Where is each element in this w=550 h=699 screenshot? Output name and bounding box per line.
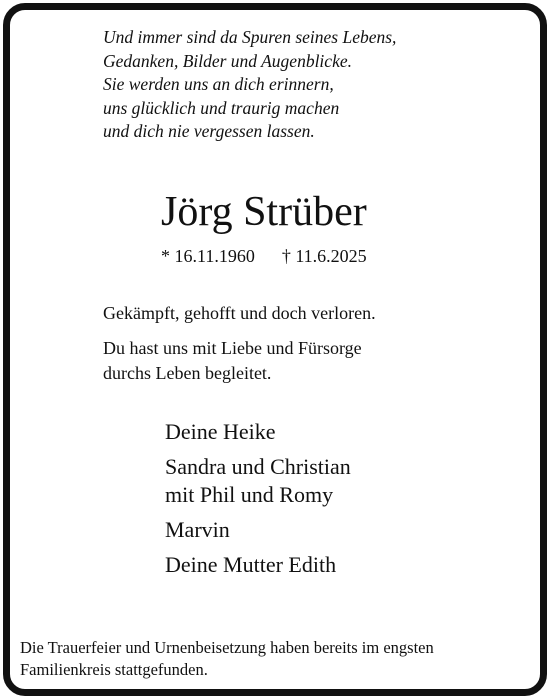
death-date: † 11.6.2025: [281, 246, 367, 266]
message-line: durchs Leben begleitet.: [103, 363, 272, 383]
message-paragraph: [103, 336, 362, 386]
notice-line: Familienkreis stattgefunden.: [20, 660, 208, 679]
mourner-name: mit Phil und Romy: [165, 482, 334, 507]
poem: [103, 26, 396, 144]
mourner-name: Sandra und Christian: [165, 454, 351, 479]
funeral-notice: [20, 637, 434, 681]
mourner-name: Deine Mutter Edith: [165, 552, 337, 577]
deceased-name: Jörg Strüber: [161, 189, 367, 235]
poem-line: Gedanken, Bilder und Augenblicke.: [103, 50, 352, 71]
mourners-list: [165, 418, 351, 586]
mourner-entry: [165, 453, 351, 509]
mourner-entry: [165, 516, 351, 544]
life-dates: [161, 244, 367, 268]
birth-date: * 16.11.1960: [161, 246, 255, 266]
mourner-name: Marvin: [165, 517, 230, 542]
poem-line: und dich nie vergessen lassen.: [103, 121, 315, 141]
mourner-name: Deine Heike: [165, 419, 276, 444]
poem-line: uns glücklich und traurig machen: [103, 97, 340, 118]
message-line: Gekämpft, gehofft und doch verloren.: [103, 303, 376, 323]
message-line: Du hast uns mit Liebe und Fürsorge: [103, 338, 362, 358]
poem-line: Und immer sind da Spuren seines Lebens,: [103, 27, 397, 47]
mourner-entry: [165, 418, 351, 446]
notice-line: Die Trauerfeier und Urnenbeisetzung haben bereits im engsten: [20, 638, 434, 657]
poem-line: Sie werden uns an dich erinnern,: [103, 74, 334, 94]
mourner-entry: [165, 551, 351, 579]
